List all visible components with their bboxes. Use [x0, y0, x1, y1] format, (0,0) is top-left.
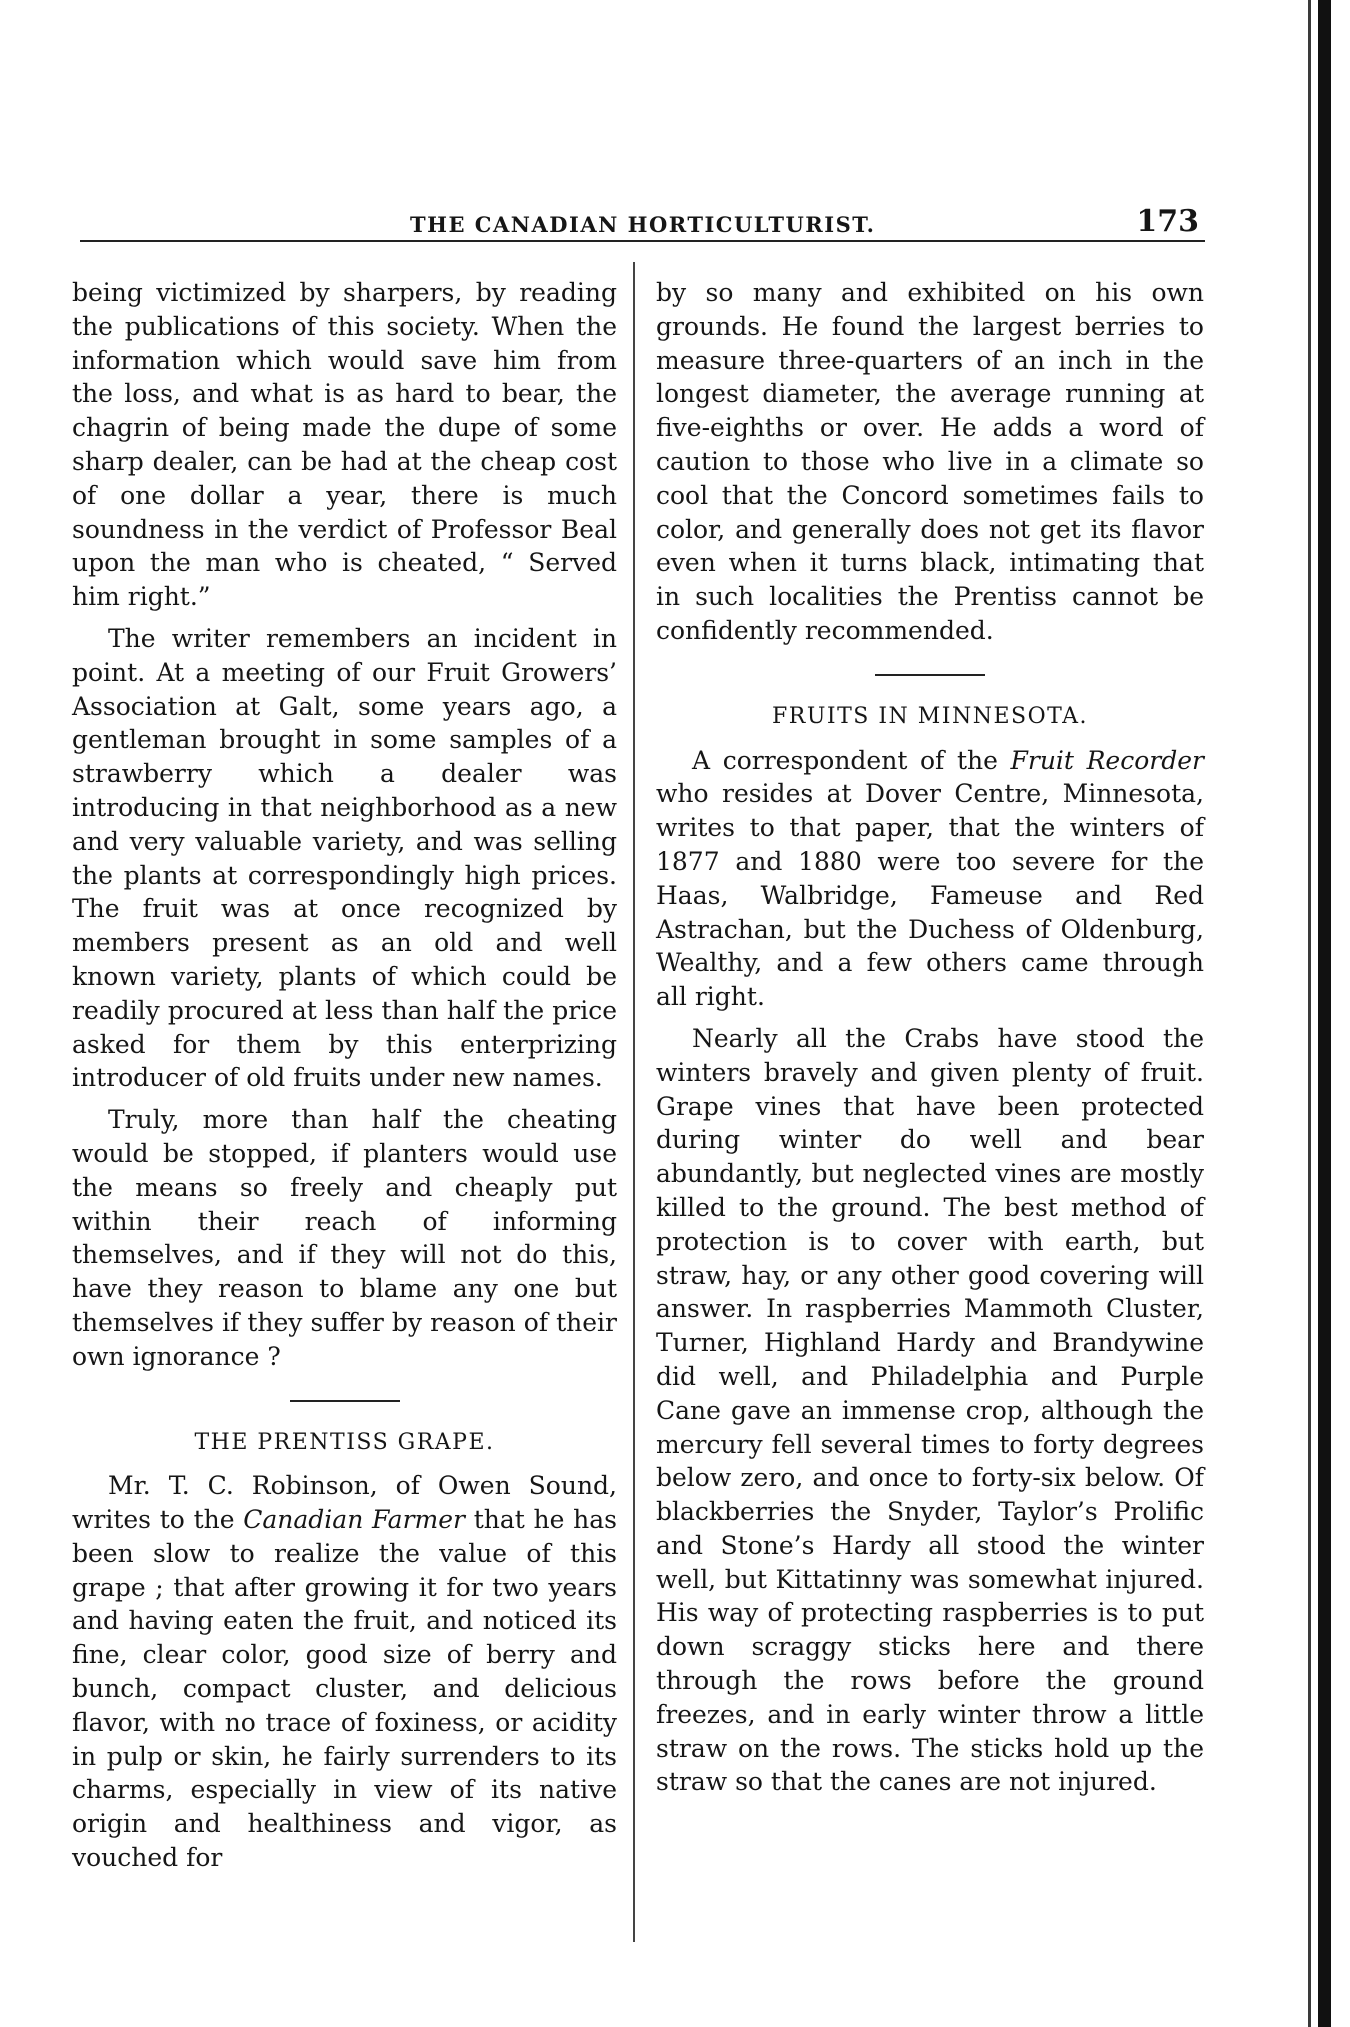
left-paragraph-4-text-a: Mr. T. C. Robinson, of Owen Sound, writes to the — [72, 1471, 617, 1535]
running-header — [80, 204, 1205, 242]
header-rule — [80, 240, 1205, 242]
running-title: THE CANADIAN HORTICULTURIST. — [410, 212, 876, 237]
right-column — [656, 276, 1204, 1807]
left-paragraph-2: The writer remembers an incident in point. At a meeting of our Fruit Growers’ Association at Galt, some years ago, a gentleman brought in some samples of a strawberry which a dealer was introducing in that neighborhood as a new and very valuable variety, and was selling the plants at correspondingly high prices. The fruit was at once recognized by members present as an old and well known variety, plants of which could be readily procured at less than half the price asked for them by this enterprizing introducer of old fruits under new names. — [72, 623, 617, 1093]
section-rule — [875, 674, 985, 676]
page-edge-binding — [1318, 0, 1331, 2027]
right-paragraph-2 — [656, 744, 1204, 1014]
canadian-farmer-title: Canadian Farmer — [243, 1505, 465, 1535]
left-paragraph-4 — [72, 1469, 617, 1875]
left-paragraph-3: Truly, more than half the cheating would be stopped, if planters would use the means so freely and cheaply put within their reach of informing themselves, and if they will not do this, have they reason to blame any one but themselves if they suffer by reason of their own ignorance ? — [72, 1105, 617, 1371]
right-paragraph-2-text-a: A correspondent of the — [692, 745, 1011, 775]
section-title-fruits-in-minnesota: FRUITS IN MINNESOTA. — [772, 703, 1088, 729]
left-paragraph-4-text-b: that he has been slow to realize the value of this grape ; that after growing it for two years and having eaten the fruit, and noticed its fine, clear color, good size of berry and bunch, compact cluster, and delicious flavor, with no trace of foxiness, or acidity in pulp or skin, he fairly surrenders to its charms, especially in view of its native origin and healthiness and vigor, as vouched for — [72, 1505, 617, 1873]
page-number: 173 — [1136, 204, 1199, 239]
right-paragraph-3: Nearly all the Crabs have stood the winters bravely and given plenty of fruit. Grape vines that have been protected during winter do well and bear abundantly, but neglected vines are mostly killed to the ground. The best method of protection is to cover with earth, but straw, hay, or any other good covering will answer. In raspberries Mammoth Cluster, Turner, Highland Hardy and Brandywine did well, and Philadelphia and Purple Cane gave an immense crop, although the mercury fell several times to forty degrees below zero, and once to forty-six below. Of blackberries the Snyder, Taylor’s Prolific and Stone’s Hardy all stood the winter well, but Kittatinny was somewhat injured. His way of protecting raspberries is to put down scraggy sticks here and there through the rows before the ground freezes, and in early winter throw a little straw on the rows. The sticks hold up the straw so that the canes are not injured. — [656, 1023, 1204, 1797]
right-paragraph-1: by so many and exhibited on his own grounds. He found the largest berries to measure three-quarters of an inch in the longest diameter, the average running at five-eighths or over. He adds a word of caution to those who live in a climate so cool that the Concord sometimes fails to color, and generally does not get its flavor even when it turns black, intimating that in such localities the Prentiss cannot be confidently recommended. — [656, 278, 1204, 645]
section-title-prentiss-grape: THE PRENTISS GRAPE. — [194, 1429, 495, 1455]
page-edge-line — [1308, 0, 1311, 2027]
column-divider — [633, 262, 635, 1942]
left-paragraph-1: being victimized by sharpers, by reading the publications of this society. When the information which would save him from the loss, and what is as hard to bear, the chagrin of being made the dupe of some sharp dealer, can be had at the cheap cost of one dollar a year, there is much soundness in the verdict of Professor Beal upon the man who is cheated, “ Served him right.” — [72, 278, 617, 612]
section-rule — [290, 1400, 400, 1402]
right-paragraph-2-text-b: who resides at Dover Centre, Minnesota, writes to that paper, that the winters of 1877 and 1880 were too severe for the Haas, Walbridge, Fameuse and Red Astrachan, but the Duchess of Oldenburg, Wealthy, and a few others came through all right. — [656, 779, 1204, 1012]
left-column — [72, 276, 617, 1883]
fruit-recorder-title: Fruit Recorder — [1010, 745, 1204, 775]
